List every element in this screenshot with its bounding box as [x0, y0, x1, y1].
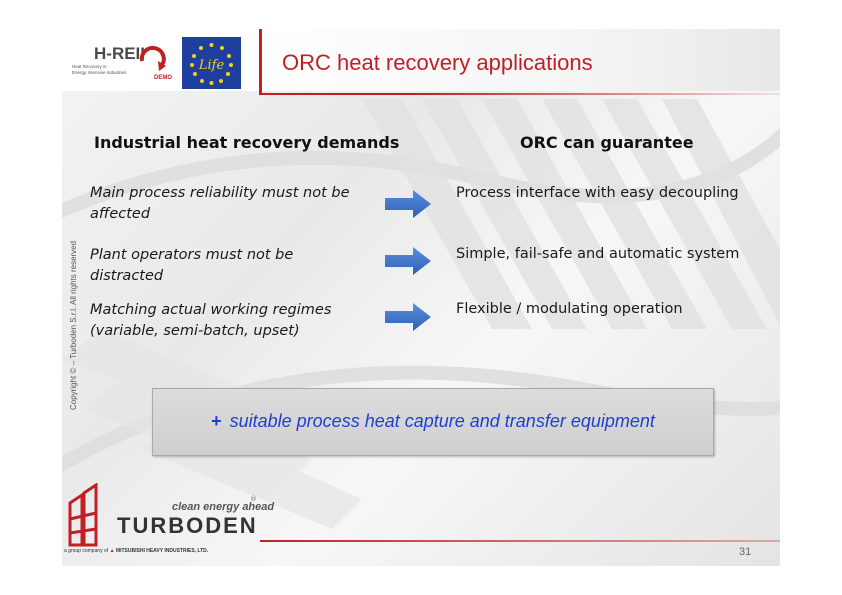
svg-text:Heat Recovery in: Heat Recovery in: [72, 64, 107, 69]
demand-item: Matching actual working regimes (variable, semi-batch, upset): [90, 302, 332, 339]
svg-text:H-REII: H-REII: [94, 44, 145, 63]
guarantee-item: Flexible / modulating operation: [456, 301, 683, 317]
copyright-notice: Copyright © – Turboden S.r.l. All rights reserved: [69, 240, 78, 410]
svg-text:DEMO: DEMO: [154, 75, 172, 81]
guarantee-item: Process interface with easy decoupling: [456, 185, 739, 201]
turbine-background-image: [62, 29, 780, 566]
callout-label: suitable process heat capture and transfer equipment: [229, 411, 655, 431]
callout-text: [153, 411, 713, 432]
callout-box: [152, 388, 714, 456]
header-underline: [259, 93, 780, 95]
demands-heading: Industrial heat recovery demands: [94, 133, 400, 152]
turboden-logo-mark: [66, 483, 110, 549]
slide: [62, 29, 780, 566]
header-divider: [259, 29, 262, 95]
plus-icon: +: [211, 411, 222, 431]
right-arrow-icon: [385, 190, 431, 218]
group-company-line: [64, 548, 208, 554]
page-title: ORC heat recovery applications: [282, 50, 593, 75]
registered-mark: ®: [250, 495, 257, 503]
group-prefix: a group company of: [64, 548, 109, 554]
footer-divider: [260, 540, 780, 542]
right-arrow-icon: [385, 303, 431, 331]
turboden-tagline: clean energy ahead: [172, 501, 275, 513]
svg-text:Life: Life: [198, 58, 225, 73]
eu-life-logo: [182, 37, 241, 89]
guarantee-item: Simple, fail-safe and automatic system: [456, 246, 740, 262]
right-arrow-icon: [385, 247, 431, 275]
h-reii-logo: [66, 39, 178, 85]
svg-text:Energy Intensive Industries: Energy Intensive Industries: [72, 70, 127, 75]
demand-item: Plant operators must not be distracted: [90, 247, 294, 284]
mhi-logo-icon: ▲: [109, 548, 115, 554]
guarantee-heading: ORC can guarantee: [520, 133, 694, 152]
group-name: MITSUBISHI HEAVY INDUSTRIES, LTD.: [115, 548, 209, 554]
demand-item: Main process reliability must not be affected: [90, 185, 350, 222]
turboden-brand: TURBODEN: [117, 513, 258, 538]
page-number: 31: [739, 546, 752, 558]
